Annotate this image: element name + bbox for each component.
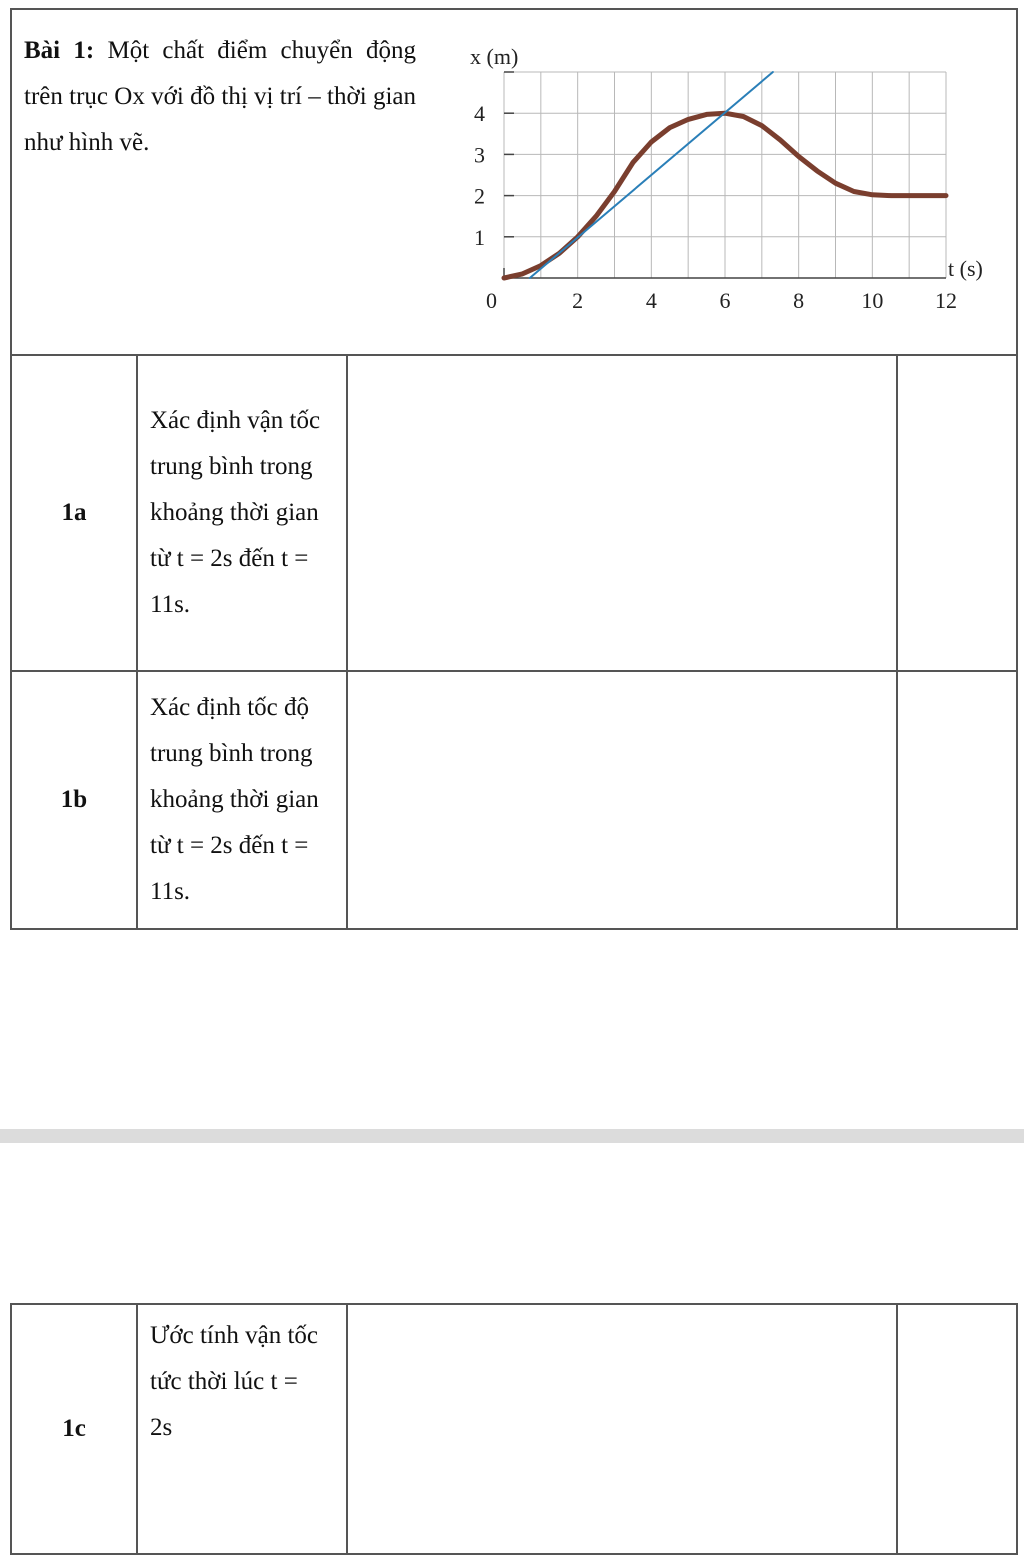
lower-table <box>10 1303 1018 1555</box>
question-line: Ước tính vận tốc <box>150 1322 318 1349</box>
y-tick-label: 1 <box>474 224 485 250</box>
x-tick-label: 2 <box>572 288 584 313</box>
answer-cell[interactable] <box>347 1304 897 1554</box>
x-axis-label: t (s) <box>948 256 983 281</box>
question-line: 11s. <box>150 878 191 905</box>
problem-label: Bài 1: <box>24 37 95 64</box>
question-line: Xác định vận tốc <box>150 407 321 434</box>
y-axis-label: x (m) <box>470 44 519 69</box>
question-cell <box>137 671 347 929</box>
table-row <box>11 671 1017 929</box>
question-line: từ t = 2s đến t = <box>150 832 309 859</box>
x-tick-label: 10 <box>861 288 884 313</box>
row-label: 1a <box>11 355 137 671</box>
row-label: 1c <box>11 1304 137 1554</box>
question-line: từ t = 2s đến t = <box>150 545 309 572</box>
x-tick-label: 4 <box>645 288 657 313</box>
question-line: trung bình trong <box>150 740 313 767</box>
question-line: trung bình trong <box>150 453 313 480</box>
score-cell[interactable] <box>897 671 1017 929</box>
question-line: khoảng thời gian <box>150 786 319 813</box>
lower-table-block <box>0 1303 1018 1555</box>
y-tick-label: 4 <box>474 101 485 127</box>
problem-cell <box>11 9 1017 355</box>
x-tick-label: 0 <box>486 288 497 313</box>
x-tick-label: 8 <box>793 288 805 313</box>
page-separator <box>0 1129 1024 1143</box>
upper-table-block <box>0 8 1018 930</box>
problem-text: Một chất điểm chuyển động trên trục Ox với đồ thị vị trí – thời gian như hình vẽ. <box>24 37 417 156</box>
chart-svg <box>452 32 1012 332</box>
problem-row <box>11 9 1017 355</box>
y-tick-label: 2 <box>474 183 485 209</box>
question-line: khoảng thời gian <box>150 499 319 526</box>
question-line: 11s. <box>150 591 191 618</box>
question-line: Xác định tốc độ <box>150 694 309 721</box>
x-tick-label: 12 <box>935 288 957 313</box>
question-cell <box>137 1304 347 1554</box>
score-cell[interactable] <box>897 355 1017 671</box>
problem-statement <box>24 28 416 166</box>
answer-cell[interactable] <box>347 671 897 929</box>
question-line: tức thời lúc t = <box>150 1368 298 1395</box>
x-tick-label: 6 <box>719 288 731 313</box>
y-tick-label: 3 <box>474 142 485 168</box>
row-label: 1b <box>11 671 137 929</box>
answer-cell[interactable] <box>347 355 897 671</box>
question-line: 2s <box>150 1414 173 1441</box>
table-row <box>11 355 1017 671</box>
question-cell <box>137 355 347 671</box>
upper-table <box>10 8 1018 930</box>
table-row <box>11 1304 1017 1554</box>
position-time-chart <box>452 32 1012 332</box>
score-cell[interactable] <box>897 1304 1017 1554</box>
